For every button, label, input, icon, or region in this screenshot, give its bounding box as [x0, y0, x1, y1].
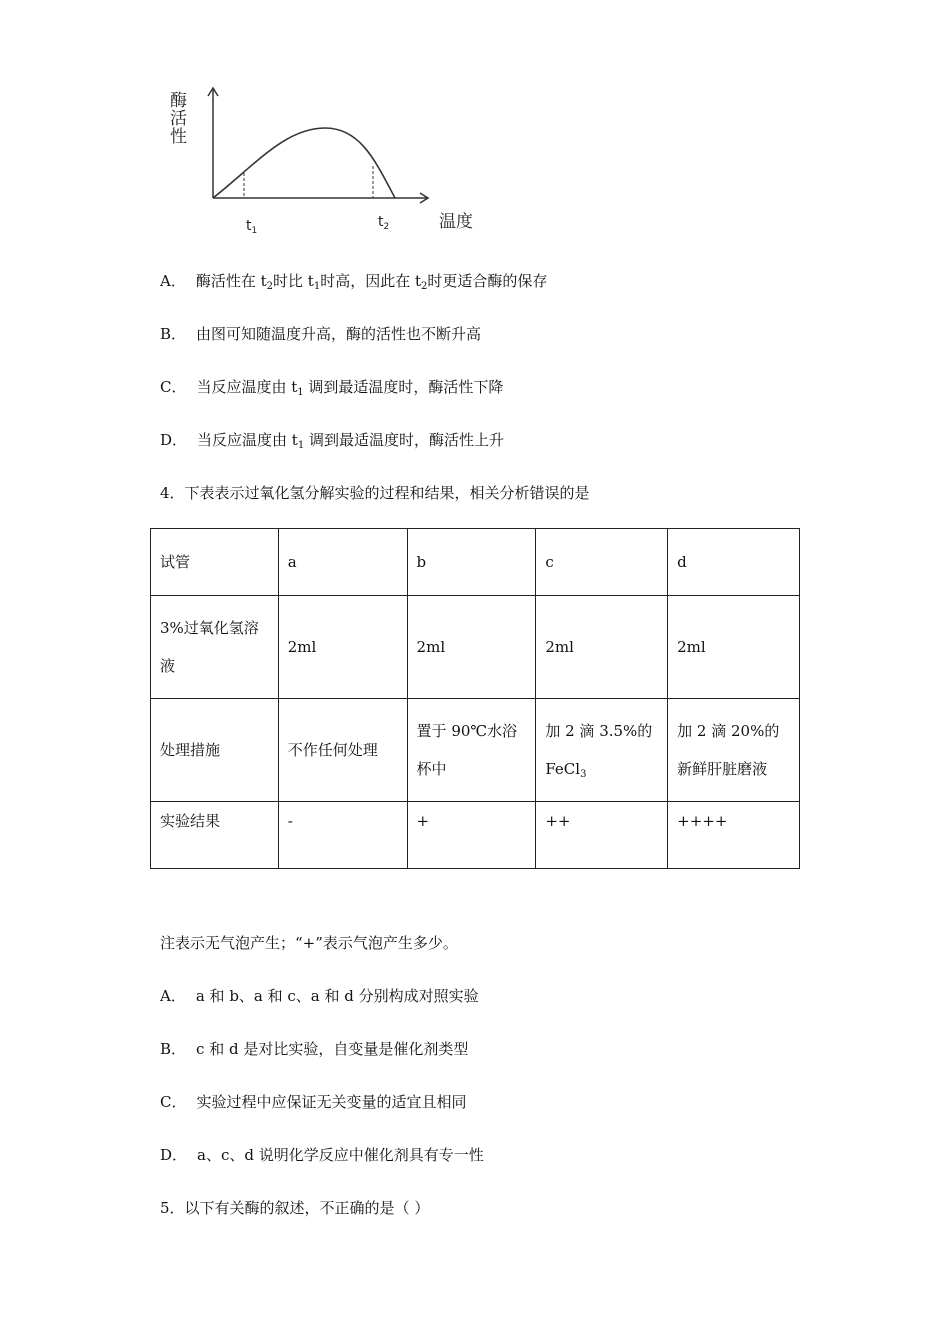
- option-letter: C．: [160, 378, 187, 396]
- table-cell: 加 2 滴 3.5%的 FeCl$_3$: [536, 699, 668, 802]
- x-axis-label: 温度: [439, 212, 473, 232]
- q3-option-a: A． 酶活性在 $t_2$时比 $t_1$时高，因此在 $t_2$时更适合酶的保存: [160, 272, 548, 292]
- table-cell: ++++: [668, 802, 800, 869]
- table-cell: 处理措施: [151, 699, 279, 802]
- enzyme-activity-graph: [160, 80, 490, 240]
- table-cell: 加 2 滴 20%的新鲜肝脏磨液: [668, 699, 800, 802]
- q3-option-c: C． 当反应温度由 $t_1$ 调到最适温度时，酶活性下降: [160, 378, 504, 398]
- t1-base: t: [246, 218, 252, 234]
- q3-option-b: B． 由图可知随温度升高，酶的活性也不断升高: [160, 325, 482, 343]
- table-cell: 3%过氧化氢溶液: [151, 596, 279, 699]
- y-axis-label-char-2: 活: [170, 109, 187, 129]
- t1-label: [246, 218, 257, 236]
- q4-option-b: B． c 和 d 是对比实验，自变量是催化剂类型: [160, 1040, 469, 1058]
- option-letter: D．: [160, 431, 188, 449]
- y-axis-label-char-3: 性: [170, 127, 187, 147]
- table-cell: 不作任何处理: [278, 699, 407, 802]
- option-letter: C．: [160, 1093, 187, 1111]
- table-cell: b: [407, 529, 536, 596]
- table-cell: 2ml: [668, 596, 800, 699]
- q4-option-a: A． a 和 b、a 和 c、a 和 d 分别构成对照实验: [160, 987, 479, 1005]
- table-row: [151, 699, 800, 802]
- table-cell: ++: [536, 802, 668, 869]
- option-letter: A．: [160, 987, 186, 1005]
- table-cell: +: [407, 802, 536, 869]
- table-cell: d: [668, 529, 800, 596]
- q4-option-d: D． a、c、d 说明化学反应中催化剂具有专一性: [160, 1146, 484, 1164]
- y-axis-label-char-1: 酶: [170, 91, 187, 111]
- table-cell: 2ml: [536, 596, 668, 699]
- table-cell: a: [278, 529, 407, 596]
- table-cell: 试管: [151, 529, 279, 596]
- t2-label: [378, 214, 389, 232]
- table-row: [151, 802, 800, 869]
- option-letter: A．: [160, 272, 186, 290]
- table-cell: 置于 90℃水浴杯中: [407, 699, 536, 802]
- option-letter: D．: [160, 1146, 188, 1164]
- activity-curve: [213, 128, 395, 198]
- q3-option-d: D． 当反应温度由 $t_1$ 调到最适温度时，酶活性上升: [160, 431, 504, 451]
- table-cell: 2ml: [407, 596, 536, 699]
- t2-sub: 2: [383, 222, 390, 232]
- table-cell: 实验结果: [151, 802, 279, 869]
- table-row: [151, 596, 800, 699]
- q4-option-c: C． 实验过程中应保证无关变量的适宜且相同: [160, 1093, 467, 1111]
- option-letter: B．: [160, 325, 187, 343]
- table-cell: c: [536, 529, 668, 596]
- table-cell: 2ml: [278, 596, 407, 699]
- t1-sub: 1: [251, 226, 258, 236]
- q4-note: 注表示无气泡产生；“+”表示气泡产生多少。: [160, 934, 458, 952]
- table-row: [151, 529, 800, 596]
- t2-base: t: [378, 214, 384, 230]
- experiment-table: [150, 528, 800, 869]
- option-letter: B．: [160, 1040, 187, 1058]
- q4-stem: 4．下表表示过氧化氢分解实验的过程和结果，相关分析错误的是: [160, 484, 590, 502]
- table-cell: -: [278, 802, 407, 869]
- q5-stem: 5．以下有关酶的叙述，不正确的是（ ）: [160, 1199, 430, 1217]
